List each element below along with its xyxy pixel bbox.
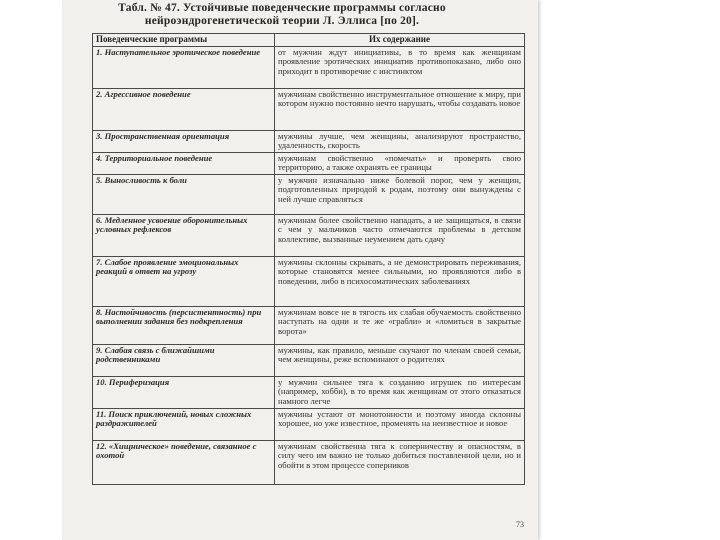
- content-cell: мужчинам свойственно «помечать» и проверять свою территорию, а также охранять ее границы: [275, 153, 525, 175]
- program-cell: 1. Наступательное эротическое поведение: [93, 47, 275, 89]
- table-row: [93, 153, 525, 175]
- content-cell: мужчинам вовсе не в тягость их слабая обучаемость свойственно наступать на одни и те же «грабли» и «ломиться в закрытые ворота»: [275, 306, 525, 344]
- header-programs: Поведенческие программы: [93, 34, 275, 47]
- program-cell: 12. «Хищническое» поведение, связанное с охотой: [93, 440, 275, 484]
- content-cell: у мужчин сильнее тяга к созданию игрушек по интересам (например, хобби), в то время как женщинам от этого отказаться намного легче: [275, 376, 525, 408]
- program-cell: 5. Выносливость к боли: [93, 174, 275, 214]
- title-line-2: нейроэндрогенетической теории Л. Эллиса [по 20].: [144, 14, 420, 27]
- table-row: [93, 214, 525, 256]
- table-row: [93, 174, 525, 214]
- header-row: [93, 34, 525, 47]
- content-cell: мужчинам более свойственно нападать, а не защищаться, в связи с чем у мальчиков часто отмечаются проблемы в детском коллективе, вызванные неумением дать сдачу: [275, 214, 525, 256]
- program-cell: 2. Агрессивное поведение: [93, 89, 275, 131]
- table-row: [93, 306, 525, 344]
- program-cell: 9. Слабая связь с ближайшими родственниками: [93, 344, 275, 376]
- program-cell: 8. Настойчивость (персистентность) при выполнении задания без подкрепления: [93, 306, 275, 344]
- table-row: [93, 256, 525, 306]
- content-cell: мужчины лучше, чем женщины, анализируют пространство, удаленность, скорость: [275, 131, 525, 153]
- content-cell: у мужчин изначально ниже болевой порог, чем у женщин, подготовленных природой к родам, поэтому они вынуждены с ней лучше справляться: [275, 174, 525, 214]
- program-cell: 4. Территориальное поведение: [93, 153, 275, 175]
- page-number: 73: [516, 520, 524, 529]
- header-content: Их содержание: [275, 34, 525, 47]
- table-title: [92, 2, 472, 27]
- table-row: [93, 408, 525, 440]
- program-cell: 3. Пространственная ориентация: [93, 131, 275, 153]
- program-cell: 10. Периферизация: [93, 376, 275, 408]
- table-row: [93, 344, 525, 376]
- program-cell: 11. Поиск приключений, новых сложных раздражителей: [93, 408, 275, 440]
- table-row: [93, 376, 525, 408]
- program-cell: 6. Медленное усвоение оборонительных условных рефлексов: [93, 214, 275, 256]
- content-cell: мужчинам свойственна тяга к соперничеству и опасностям, в силу чего им важно не только добиться поставленной цели, но и обойти в этом процессе соперников: [275, 440, 525, 484]
- content-cell: мужчины склонны скрывать, а не демонстрировать переживания, которые становятся менее сильными, но проявляются либо в поведении, либо в психосоматических заболеваниях: [275, 256, 525, 306]
- table-row: [93, 131, 525, 153]
- table-row: [93, 47, 525, 89]
- title-line-1: Табл. № 47. Устойчивые поведенческие программы согласно: [118, 2, 446, 14]
- content-cell: мужчины, как правило, меньше скучают по членам своей семьи, чем женщины, реже вспоминают о родителях: [275, 344, 525, 376]
- table-row: [93, 440, 525, 484]
- content-cell: мужчинам свойственно инструментальное отношение к миру, при котором нужно постоянно нечто нарушать, чтобы создавать новое: [275, 89, 525, 131]
- content-cell: от мужчин ждут инициативы, в то время как женщинам проявление эротических инициатив противопоказано, либо оно приходит в противоречие с инстинктом: [275, 47, 525, 89]
- program-cell: 7. Слабое проявление эмоциональных реакций в ответ на угрозу: [93, 256, 275, 306]
- content-cell: мужчины устают от монотонности и поэтому иногда склонны хорошее, но уже известное, променять на неизвестное и новое: [275, 408, 525, 440]
- table-row: [93, 89, 525, 131]
- behavior-programs-table: [92, 33, 525, 485]
